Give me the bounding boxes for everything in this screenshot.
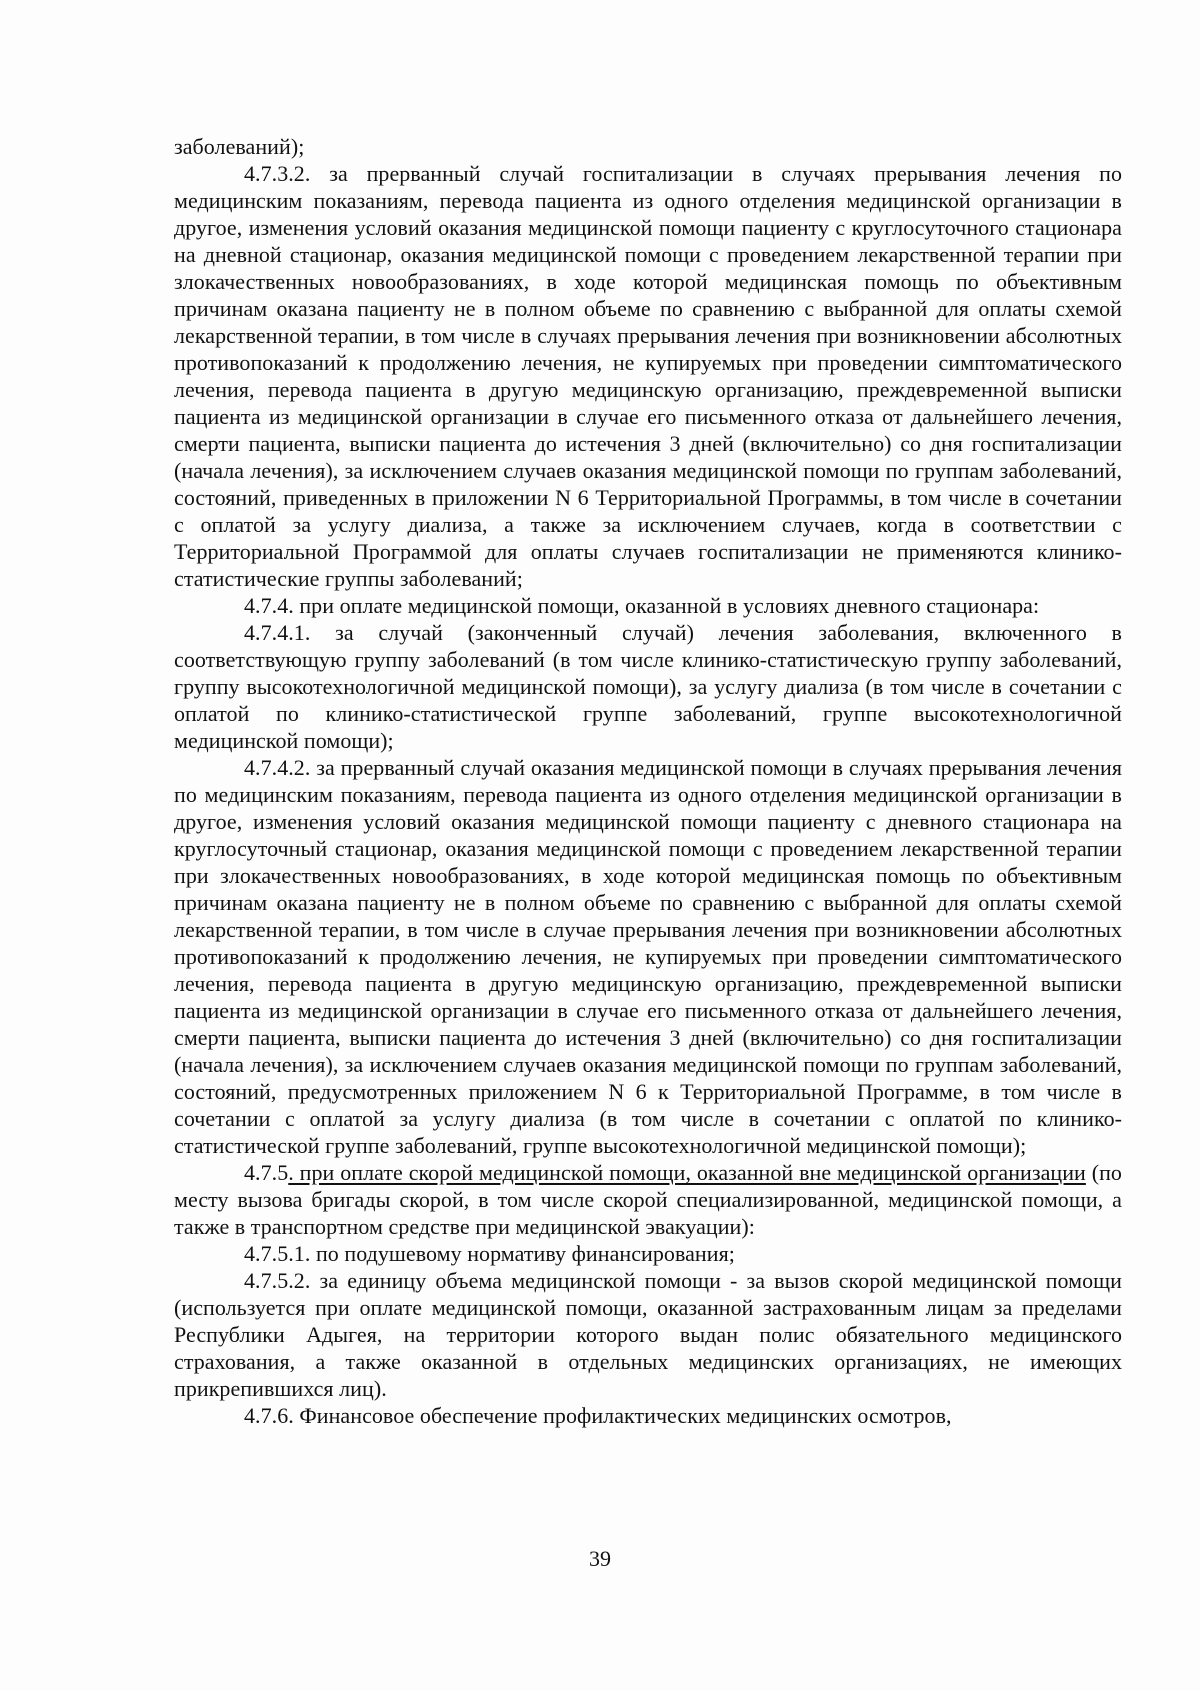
paragraph-4-7-4-1: 4.7.4.1. за случай (законченный случай) лечения заболевания, включенного в соответствующую группу заболеваний (в том числе клинико-статистическую группу заболеваний, группу высокотехнологичной медицинской помощи), за услугу диализа (в том числе в сочетании с оплатой по клинико-статистической группе заболеваний, группе высокотехнологичной медицинской помощи); xyxy=(174,620,1122,753)
paragraph-4-7-6: 4.7.6. Финансовое обеспечение профилактических медицинских осмотров, xyxy=(244,1403,952,1428)
paragraph-4-7-5-text: (по месту вызова бригады скорой, в том числе скорой специализированной, медицинской помощи, а также в транспортном средстве при медицинской эвакуации): xyxy=(174,1160,1122,1239)
paragraph-4-7-5-2: 4.7.5.2. за единицу объема медицинской помощи - за вызов скорой медицинской помощи (используется при оплате медицинской помощи, оказанной застрахованным лицам за пределами Республики Адыгея, на территории которого выдан полис обязательного медицинского страхования, а также оказанной в отдельных медицинских организациях, не имеющих прикрепившихся лиц). xyxy=(174,1268,1122,1401)
paragraph-4-7-5-number: 4.7.5 xyxy=(244,1160,289,1185)
document-body xyxy=(174,133,1122,1429)
paragraph-continuation: заболеваний); xyxy=(174,134,305,159)
paragraph-4-7-5-1: 4.7.5.1. по подушевому нормативу финансирования; xyxy=(244,1241,735,1266)
page-number: 39 xyxy=(589,1546,611,1571)
paragraph-4-7-4: 4.7.4. при оплате медицинской помощи, оказанной в условиях дневного стационара: xyxy=(244,593,1040,618)
paragraph-4-7-3-2: 4.7.3.2. за прерванный случай госпитализации в случаях прерывания лечения по медицинским показаниям, перевода пациента из одного отделения медицинской организации в другое, изменения условий оказания медицинской помощи пациенту с круглосуточного стационара на дневной стационар, оказания медицинской помощи с проведением лекарственной терапии при злокачественных новообразованиях, в ходе которой медицинская помощь по объективным причинам оказана пациенту не в полном объеме по сравнению с выбранной для оплаты схемой лекарственной терапии, в том числе в случаях прерывания лечения при возникновении абсолютных противопоказаний к продолжению лечения, не купируемых при проведении симптоматического лечения, перевода пациента в другую медицинскую организацию, преждевременной выписки пациента из медицинской организации в случае его письменного отказа от дальнейшего лечения, смерти пациента, выписки пациента до истечения 3 дней (включительно) со дня госпитализации (начала лечения), за исключением случаев оказания медицинской помощи по группам заболеваний, состояний, приведенных в приложении N 6 Территориальной Программы, в том числе в сочетании с оплатой за услугу диализа, а также за исключением случаев, когда в соответствии с Территориальной Программой для оплаты случаев госпитализации не применяются клинико-статистические группы заболеваний; xyxy=(174,161,1122,591)
paragraph-4-7-4-2: 4.7.4.2. за прерванный случай оказания медицинской помощи в случаях прерывания лечения по медицинским показаниям, перевода пациента из одного отделения медицинской организации в другое, изменения условий оказания медицинской помощи пациенту с дневного стационара на круглосуточный стационар, оказания медицинской помощи с проведением лекарственной терапии при злокачественных новообразованиях, в ходе которой медицинская помощь по объективным причинам оказана пациенту не в полном объеме по сравнению с выбранной для оплаты схемой лекарственной терапии, в том числе в случае прерывания лечения при возникновении абсолютных противопоказаний к продолжению лечения, не купируемых при проведении симптоматического лечения, перевода пациента в другую медицинскую организацию, преждевременной выписки пациента из медицинской организации в случае его письменного отказа от дальнейшего лечения, смерти пациента, выписки пациента до истечения 3 дней (включительно) со дня госпитализации (начала лечения), за исключением случаев оказания медицинской помощи по группам заболеваний, состояний, предусмотренных приложением N 6 к Территориальной Программе, в том числе в сочетании с оплатой за услугу диализа (в том числе в сочетании с оплатой по клинико-статистической группе заболеваний, группе высокотехнологичной медицинской помощи); xyxy=(174,755,1122,1158)
paragraph-4-7-5 xyxy=(174,1159,1122,1240)
paragraph-4-7-5-underlined-heading: . при оплате скорой медицинской помощи, оказанной вне медицинской организации xyxy=(288,1160,1086,1185)
